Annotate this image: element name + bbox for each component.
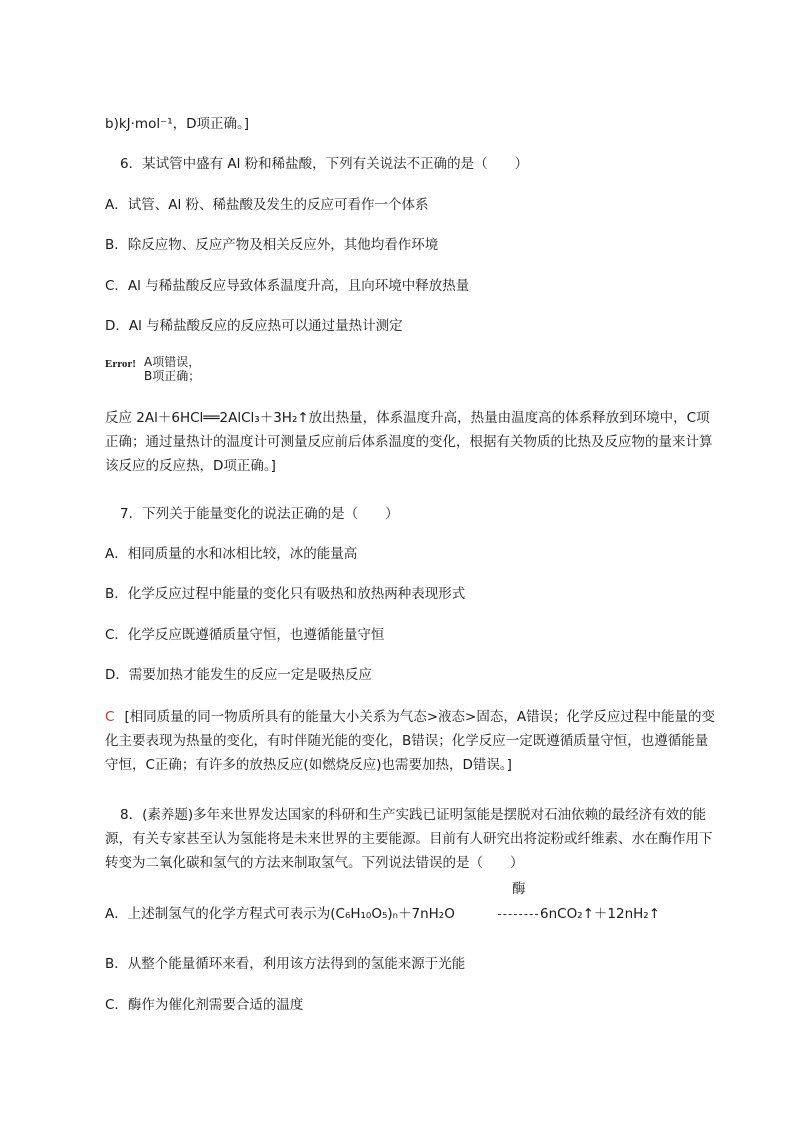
answer-6: 反应 2Al＋6HCl══2AlCl₃＋3H₂↑放出热量，体系温度升高，热量由温度高的体系释放到环境中，C项正确；通过量热计的温度计可测量反应前后体系温度的变化，根据有关物质的比热及反应物的量来计算该反应的反应热，D项正确。] <box>105 410 713 474</box>
question-7-option-c: C．化学反应既遵循质量守恒，也遵循能量守恒 <box>105 627 385 643</box>
question-7-option-b: B．化学反应过程中能量的变化只有吸热和放热两种表现形式 <box>105 586 466 602</box>
question-6-option-b: B．除反应物、反应产物及相关反应外，其他均看作环境 <box>105 237 439 253</box>
question-6: 6．某试管中盛有 Al 粉和稀盐酸，下列有关说法不正确的是（ ） <box>120 156 529 172</box>
error-line-b: B项正确； <box>144 369 201 383</box>
error-line-a: A项错误， <box>144 355 201 369</box>
question-8: 8．(素养题)多年来世界发达国家的科研和生产实践已证明氢能是摆脱对石油依赖的最经济有效的能源，有关专家甚至认为氢能将是未来世界的主要能源。目前有人研究出将淀粉或纤维素、水在酶作用下转变为二氧化碳和氢气的方法来制取氢气。下列说法错误的是（ ） <box>105 807 713 871</box>
question-7: 7．下列关于能量变化的说法正确的是（ ） <box>120 506 399 522</box>
equation-products: 6nCO₂↑＋12nH₂↑ <box>540 906 661 922</box>
question-7-option-d: D．需要加热才能发生的反应一定是吸热反应 <box>105 667 372 683</box>
prev-answer-tail: b)kJ·mol⁻¹，D项正确。] <box>105 116 250 132</box>
question-8-option-c: C．酶作为催化剂需要合适的温度 <box>105 997 304 1013</box>
error-stack <box>144 355 200 383</box>
question-8-option-a <box>105 905 455 923</box>
error-marker: Error! <box>105 358 136 370</box>
equation-reactants: (C₆H₁₀O₅)ₙ＋7nH₂O <box>330 906 455 922</box>
answer-7 <box>105 705 717 777</box>
question-6-option-d: D．Al 与稀盐酸反应的反应热可以通过量热计测定 <box>105 318 403 334</box>
reaction-arrow <box>498 914 538 915</box>
answer-7-text: [相同质量的同一物质所具有的能量大小关系为气态>液态>固态，A错误；化学反应过程中能量的变化主要表现为热量的变化，有时伴随光能的变化，B错误；化学反应一定既遵循质量守恒，也遵循能量守恒，C正确；有许多的放热反应(如燃烧反应)也需要加热，D错误。] <box>105 709 716 773</box>
enzyme-label: 酶 <box>512 881 526 897</box>
question-8-option-a-text: A．上述制氢气的化学方程式可表示为 <box>105 906 331 922</box>
question-7-option-a: A．相同质量的水和冰相比较，冰的能量高 <box>105 546 358 562</box>
question-6-option-a: A．试管、Al 粉、稀盐酸及发生的反应可看作一个体系 <box>105 197 429 213</box>
question-6-option-c: C．Al 与稀盐酸反应导致体系温度升高，且向环境中释放热量 <box>105 278 470 294</box>
answer-7-letter: C <box>105 709 115 725</box>
question-8-option-b: B．从整个能量循环来看，利用该方法得到的氢能来源于光能 <box>105 956 466 972</box>
